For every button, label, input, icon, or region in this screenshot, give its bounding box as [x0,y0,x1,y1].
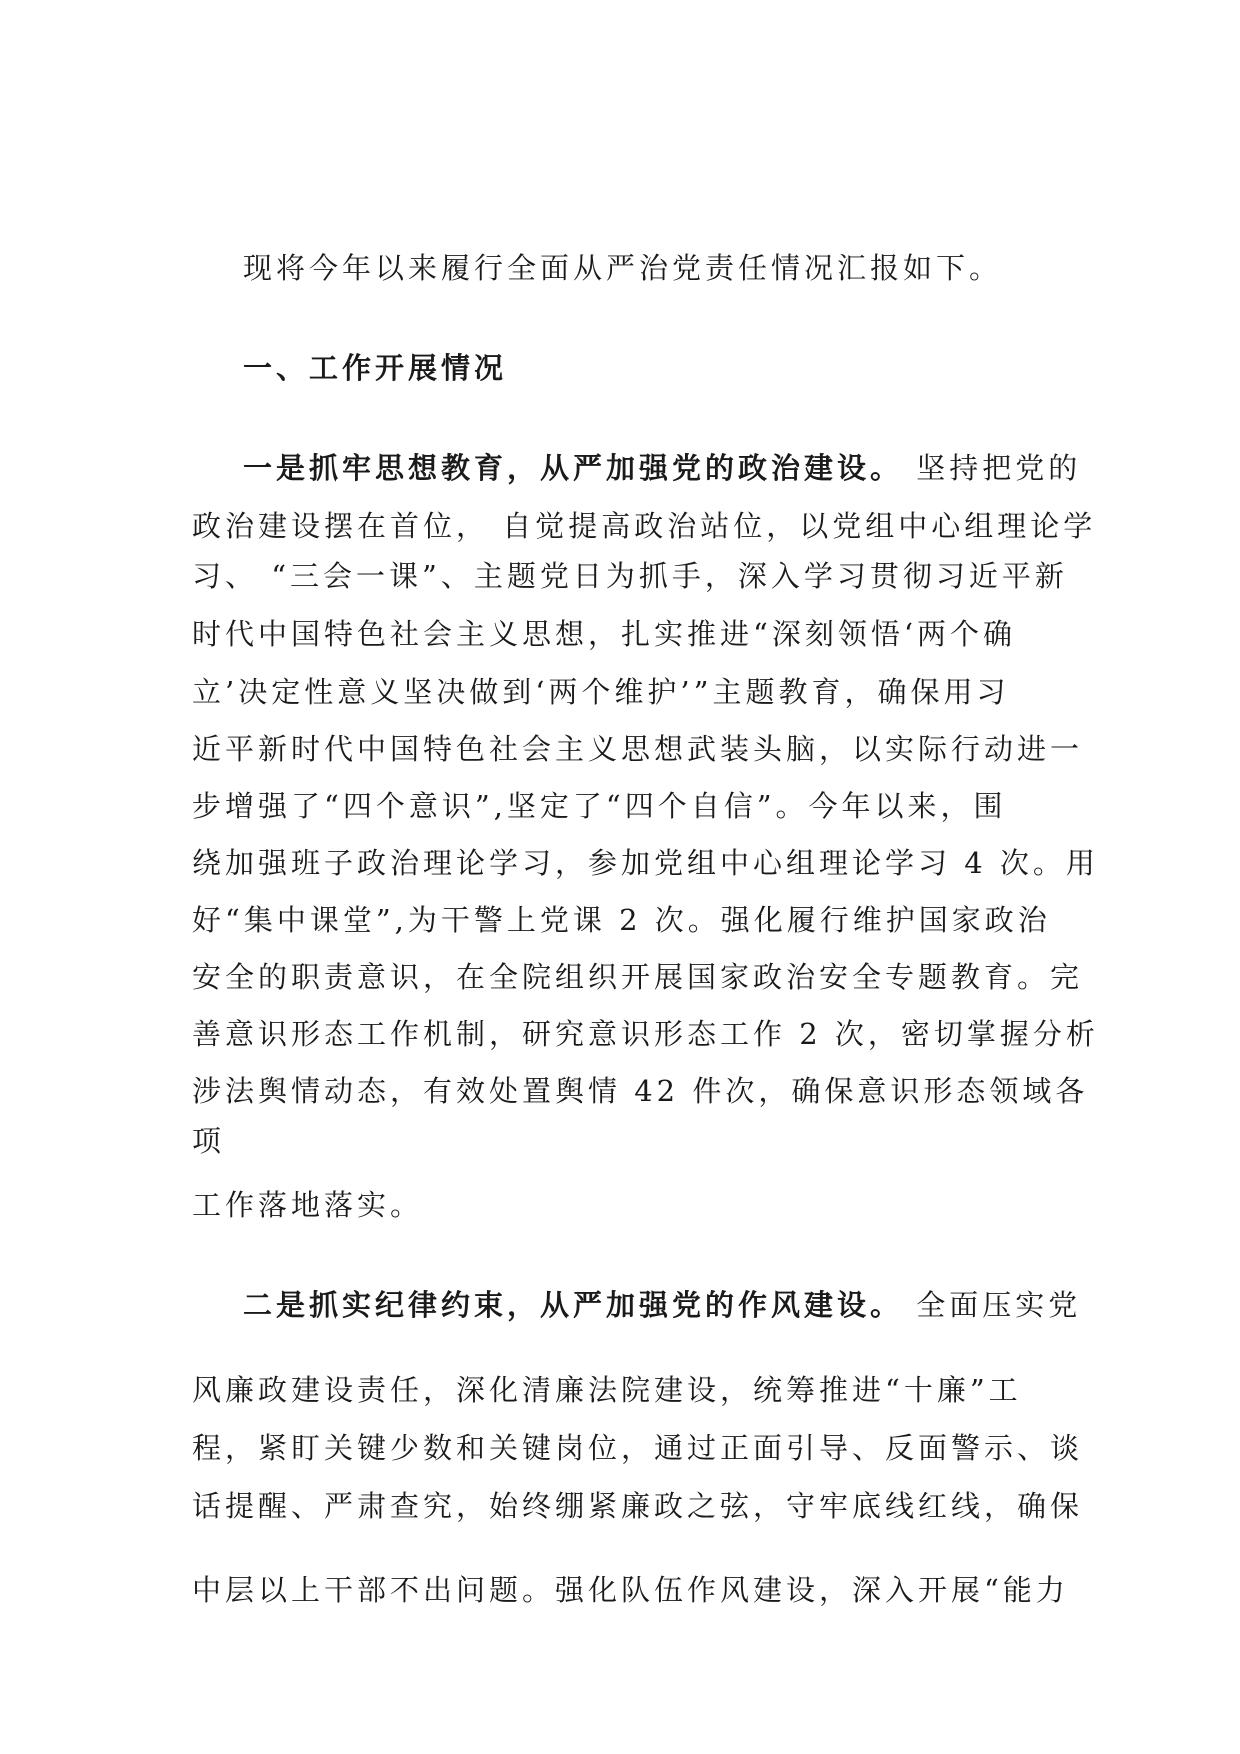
para2-first-line [243,1285,1081,1325]
para1-line: 好“集中课堂”,为干警上党课 2 次。强化履行维护国家政治 [192,903,1051,937]
para1-line: 安全的职责意识，在全院组织开展国家政治安全专题教育。完 [192,960,1084,994]
intro-paragraph: 现将今年以来履行全面从严治党责任情况汇报如下。 [243,251,1003,285]
para2-line: 风廉政建设责任，深化清廉法院建设，统筹推进“十廉”工 [192,1373,1022,1407]
para1-line: 立’决定性意义坚决做到‘两个维护’”主题教育，确保用习 [192,675,1010,709]
para1-line: 项 [192,1124,226,1158]
section-heading: 一、工作开展情况 [243,351,508,385]
para2-line: 话提醒、严肃查究，始终绷紧廉政之弦，守牢底线红线，确保 [192,1489,1084,1523]
para1-line: 绕加强班子政治理论学习，参加党组中心组理论学习 4 次。用 [192,846,1099,880]
para1-line: 步增强了“四个意识”,坚定了“四个自信”。今年以来，围 [192,789,1007,823]
para1-line: 工作落地落实。 [192,1188,424,1222]
para2-line: 程，紧盯关键少数和关键岗位，通过正面引导、反面警示、谈 [192,1431,1084,1465]
para1-line: 政治建设摆在首位， 自觉提高政治站位，以党组中心组理论学 [192,509,1097,543]
para1-lead-sentence: 一是抓牢思想教育，从严加强党的政治建设。 [243,451,904,485]
para1-line: 时代中国特色社会主义思想，扎实推进“深刻领悟‘两个确 [192,617,1017,651]
para2-line: 中层以上干部不出问题。强化队伍作风建设，深入开展“能力 [192,1573,1069,1607]
para1-line: 近平新时代中国特色社会主义思想武装头脑，以实际行动进一 [192,732,1084,766]
para1-line: 习、 “三会一课”、主题党日为抓手，深入学习贯彻习近平新 [192,559,1068,593]
para1-line: 涉法舆情动态，有效处置舆情 42 件次，确保意识形态领域各 [192,1074,1089,1108]
para1-first-line-rest: 坚持把党的 [903,451,1082,485]
para2-lead-sentence: 二是抓实纪律约束，从严加强党的作风建设。 [243,1288,904,1322]
para1-line: 善意识形态工作机制，研究意识形态工作 2 次，密切掌握分析 [192,1017,1099,1051]
para1-first-line [243,448,1081,488]
para2-first-line-rest: 全面压实党 [903,1288,1082,1322]
